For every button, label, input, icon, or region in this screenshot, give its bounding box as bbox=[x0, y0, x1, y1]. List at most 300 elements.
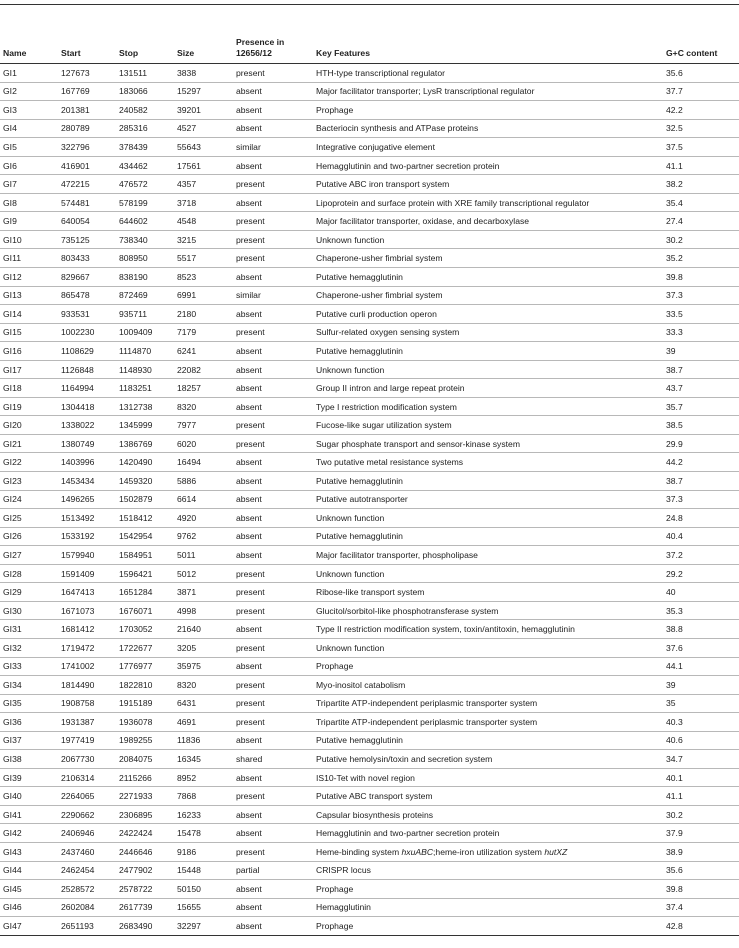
table-row bbox=[0, 416, 739, 435]
cell-name: GI18 bbox=[0, 379, 58, 398]
cell-features: Unknown function bbox=[313, 638, 663, 657]
cell-gc: 42.8 bbox=[663, 917, 739, 936]
feature-fragment: hutXZ bbox=[544, 846, 568, 857]
cell-size: 50150 bbox=[174, 880, 233, 899]
table-row bbox=[0, 323, 739, 342]
cell-start: 1908758 bbox=[58, 694, 116, 713]
top-rule bbox=[0, 4, 739, 5]
cell-presence: present bbox=[233, 175, 313, 194]
feature-fragment: Heme-binding system bbox=[316, 846, 402, 857]
cell-stop: 2446646 bbox=[116, 842, 174, 861]
cell-gc: 38.7 bbox=[663, 360, 739, 379]
cell-name: GI5 bbox=[0, 138, 58, 157]
cell-gc: 35.7 bbox=[663, 397, 739, 416]
cell-features: Major facilitator transporter, phospholipase bbox=[313, 546, 663, 565]
cell-start: 1647413 bbox=[58, 583, 116, 602]
cell-size: 16345 bbox=[174, 750, 233, 769]
cell-presence: absent bbox=[233, 82, 313, 101]
cell-presence: present bbox=[233, 230, 313, 249]
table-row bbox=[0, 82, 739, 101]
table-row bbox=[0, 156, 739, 175]
cell-features: Hemagglutinin and two-partner secretion protein bbox=[313, 824, 663, 843]
table-row bbox=[0, 694, 739, 713]
cell-start: 2106314 bbox=[58, 768, 116, 787]
cell-features: Unknown function bbox=[313, 360, 663, 379]
cell-features: Lipoprotein and surface protein with XRE family transcriptional regulator bbox=[313, 193, 663, 212]
cell-presence: absent bbox=[233, 490, 313, 509]
cell-start: 2290662 bbox=[58, 805, 116, 824]
table-row bbox=[0, 768, 739, 787]
cell-name: GI2 bbox=[0, 82, 58, 101]
table-row bbox=[0, 138, 739, 157]
cell-features: IS10-Tet with novel region bbox=[313, 768, 663, 787]
header-presence-line2: 12656/12 bbox=[236, 48, 272, 58]
cell-name: GI14 bbox=[0, 305, 58, 324]
cell-size: 15448 bbox=[174, 861, 233, 880]
cell-stop: 1936078 bbox=[116, 713, 174, 732]
cell-stop: 378439 bbox=[116, 138, 174, 157]
table-row bbox=[0, 64, 739, 83]
cell-gc: 35 bbox=[663, 694, 739, 713]
cell-presence: present bbox=[233, 638, 313, 657]
cell-start: 1403996 bbox=[58, 453, 116, 472]
cell-name: GI45 bbox=[0, 880, 58, 899]
table-row bbox=[0, 193, 739, 212]
cell-size: 4691 bbox=[174, 713, 233, 732]
cell-presence: absent bbox=[233, 768, 313, 787]
cell-start: 416901 bbox=[58, 156, 116, 175]
cell-start: 1681412 bbox=[58, 620, 116, 639]
cell-start: 933531 bbox=[58, 305, 116, 324]
table-row bbox=[0, 824, 739, 843]
cell-gc: 39 bbox=[663, 342, 739, 361]
cell-stop: 2306895 bbox=[116, 805, 174, 824]
cell-presence: absent bbox=[233, 527, 313, 546]
table-row bbox=[0, 230, 739, 249]
cell-features bbox=[313, 842, 663, 861]
cell-gc: 35.6 bbox=[663, 64, 739, 83]
cell-name: GI32 bbox=[0, 638, 58, 657]
table-row bbox=[0, 249, 739, 268]
cell-size: 7977 bbox=[174, 416, 233, 435]
cell-name: GI41 bbox=[0, 805, 58, 824]
cell-presence: absent bbox=[233, 472, 313, 491]
cell-name: GI42 bbox=[0, 824, 58, 843]
cell-presence: absent bbox=[233, 917, 313, 936]
cell-start: 127673 bbox=[58, 64, 116, 83]
cell-size: 8952 bbox=[174, 768, 233, 787]
cell-stop: 578199 bbox=[116, 193, 174, 212]
cell-stop: 1312738 bbox=[116, 397, 174, 416]
cell-start: 1108629 bbox=[58, 342, 116, 361]
cell-stop: 183066 bbox=[116, 82, 174, 101]
cell-name: GI31 bbox=[0, 620, 58, 639]
cell-name: GI7 bbox=[0, 175, 58, 194]
cell-name: GI15 bbox=[0, 323, 58, 342]
cell-gc: 37.3 bbox=[663, 490, 739, 509]
cell-stop: 131511 bbox=[116, 64, 174, 83]
cell-name: GI38 bbox=[0, 750, 58, 769]
cell-size: 5011 bbox=[174, 546, 233, 565]
cell-presence: absent bbox=[233, 360, 313, 379]
cell-name: GI17 bbox=[0, 360, 58, 379]
table-row bbox=[0, 601, 739, 620]
cell-name: GI16 bbox=[0, 342, 58, 361]
cell-size: 15478 bbox=[174, 824, 233, 843]
cell-stop: 2115266 bbox=[116, 768, 174, 787]
cell-presence: present bbox=[233, 787, 313, 806]
cell-size: 8523 bbox=[174, 268, 233, 287]
table-row bbox=[0, 880, 739, 899]
cell-gc: 35.3 bbox=[663, 601, 739, 620]
cell-features: Chaperone-usher fimbrial system bbox=[313, 286, 663, 305]
cell-gc: 39.8 bbox=[663, 880, 739, 899]
cell-gc: 35.2 bbox=[663, 249, 739, 268]
cell-presence: present bbox=[233, 249, 313, 268]
cell-presence: present bbox=[233, 713, 313, 732]
cell-features: Capsular biosynthesis proteins bbox=[313, 805, 663, 824]
cell-presence: absent bbox=[233, 620, 313, 639]
cell-start: 2067730 bbox=[58, 750, 116, 769]
cell-name: GI25 bbox=[0, 509, 58, 528]
cell-start: 1380749 bbox=[58, 434, 116, 453]
table-row bbox=[0, 212, 739, 231]
cell-gc: 30.2 bbox=[663, 230, 739, 249]
cell-features: Putative hemagglutinin bbox=[313, 731, 663, 750]
cell-features: Putative hemagglutinin bbox=[313, 342, 663, 361]
cell-features: Putative ABC transport system bbox=[313, 787, 663, 806]
header-size: Size bbox=[177, 48, 195, 58]
cell-stop: 1596421 bbox=[116, 564, 174, 583]
cell-stop: 1722677 bbox=[116, 638, 174, 657]
cell-name: GI40 bbox=[0, 787, 58, 806]
cell-features: Prophage bbox=[313, 657, 663, 676]
table-row bbox=[0, 119, 739, 138]
cell-name: GI37 bbox=[0, 731, 58, 750]
header-name: Name bbox=[3, 48, 27, 58]
table-row bbox=[0, 379, 739, 398]
cell-size: 3215 bbox=[174, 230, 233, 249]
cell-start: 2406946 bbox=[58, 824, 116, 843]
table-row bbox=[0, 564, 739, 583]
cell-presence: absent bbox=[233, 379, 313, 398]
table-row bbox=[0, 750, 739, 769]
cell-stop: 935711 bbox=[116, 305, 174, 324]
cell-presence: absent bbox=[233, 193, 313, 212]
cell-gc: 33.5 bbox=[663, 305, 739, 324]
cell-size: 35975 bbox=[174, 657, 233, 676]
table-row bbox=[0, 842, 739, 861]
cell-size: 55643 bbox=[174, 138, 233, 157]
cell-stop: 240582 bbox=[116, 101, 174, 120]
cell-size: 5012 bbox=[174, 564, 233, 583]
cell-stop: 1518412 bbox=[116, 509, 174, 528]
cell-start: 1741002 bbox=[58, 657, 116, 676]
cell-presence: absent bbox=[233, 824, 313, 843]
cell-start: 2462454 bbox=[58, 861, 116, 880]
table-row bbox=[0, 620, 739, 639]
cell-gc: 40.3 bbox=[663, 713, 739, 732]
cell-presence: absent bbox=[233, 731, 313, 750]
cell-name: GI10 bbox=[0, 230, 58, 249]
cell-stop: 1459320 bbox=[116, 472, 174, 491]
cell-gc: 40.4 bbox=[663, 527, 739, 546]
cell-start: 1977419 bbox=[58, 731, 116, 750]
cell-features: Putative hemolysin/toxin and secretion system bbox=[313, 750, 663, 769]
cell-stop: 738340 bbox=[116, 230, 174, 249]
cell-gc: 37.2 bbox=[663, 546, 739, 565]
cell-stop: 1542954 bbox=[116, 527, 174, 546]
cell-features: Putative curli production operon bbox=[313, 305, 663, 324]
cell-stop: 644602 bbox=[116, 212, 174, 231]
cell-gc: 38.9 bbox=[663, 842, 739, 861]
cell-features: Prophage bbox=[313, 917, 663, 936]
header-stop: Stop bbox=[119, 48, 139, 58]
cell-gc: 40 bbox=[663, 583, 739, 602]
cell-gc: 44.1 bbox=[663, 657, 739, 676]
cell-features: Tripartite ATP-independent periplasmic transporter system bbox=[313, 694, 663, 713]
cell-size: 4357 bbox=[174, 175, 233, 194]
header-row bbox=[0, 25, 739, 64]
cell-start: 735125 bbox=[58, 230, 116, 249]
cell-gc: 38.8 bbox=[663, 620, 739, 639]
table-row bbox=[0, 583, 739, 602]
cell-name: GI21 bbox=[0, 434, 58, 453]
cell-presence: absent bbox=[233, 156, 313, 175]
cell-stop: 1420490 bbox=[116, 453, 174, 472]
cell-size: 3718 bbox=[174, 193, 233, 212]
cell-name: GI22 bbox=[0, 453, 58, 472]
cell-start: 2651193 bbox=[58, 917, 116, 936]
cell-size: 11836 bbox=[174, 731, 233, 750]
cell-size: 3871 bbox=[174, 583, 233, 602]
cell-stop: 1502879 bbox=[116, 490, 174, 509]
feature-fragment: ;heme-iron utilization system bbox=[433, 846, 545, 857]
cell-size: 6614 bbox=[174, 490, 233, 509]
cell-presence: absent bbox=[233, 101, 313, 120]
cell-gc: 43.7 bbox=[663, 379, 739, 398]
cell-stop: 476572 bbox=[116, 175, 174, 194]
table-row bbox=[0, 731, 739, 750]
cell-features: Two putative metal resistance systems bbox=[313, 453, 663, 472]
cell-gc: 33.3 bbox=[663, 323, 739, 342]
header-gc: G+C content bbox=[666, 48, 718, 58]
cell-start: 1579940 bbox=[58, 546, 116, 565]
cell-size: 6991 bbox=[174, 286, 233, 305]
cell-presence: absent bbox=[233, 509, 313, 528]
cell-gc: 37.4 bbox=[663, 898, 739, 917]
cell-size: 6020 bbox=[174, 434, 233, 453]
cell-stop: 1776977 bbox=[116, 657, 174, 676]
cell-features: Hemagglutinin bbox=[313, 898, 663, 917]
cell-name: GI12 bbox=[0, 268, 58, 287]
cell-stop: 1822810 bbox=[116, 676, 174, 695]
cell-gc: 29.2 bbox=[663, 564, 739, 583]
cell-gc: 32.5 bbox=[663, 119, 739, 138]
cell-stop: 1676071 bbox=[116, 601, 174, 620]
cell-gc: 38.7 bbox=[663, 472, 739, 491]
cell-start: 201381 bbox=[58, 101, 116, 120]
cell-features: Prophage bbox=[313, 101, 663, 120]
cell-name: GI36 bbox=[0, 713, 58, 732]
cell-gc: 37.5 bbox=[663, 138, 739, 157]
table-row bbox=[0, 713, 739, 732]
table-row bbox=[0, 175, 739, 194]
cell-stop: 1584951 bbox=[116, 546, 174, 565]
cell-start: 640054 bbox=[58, 212, 116, 231]
cell-size: 7868 bbox=[174, 787, 233, 806]
cell-features: Ribose-like transport system bbox=[313, 583, 663, 602]
cell-features: Putative autotransporter bbox=[313, 490, 663, 509]
cell-features: Group II intron and large repeat protein bbox=[313, 379, 663, 398]
cell-gc: 24.8 bbox=[663, 509, 739, 528]
cell-name: GI29 bbox=[0, 583, 58, 602]
table-row bbox=[0, 787, 739, 806]
cell-start: 803433 bbox=[58, 249, 116, 268]
cell-name: GI35 bbox=[0, 694, 58, 713]
cell-gc: 40.1 bbox=[663, 768, 739, 787]
cell-size: 32297 bbox=[174, 917, 233, 936]
cell-features: Bacteriocin synthesis and ATPase proteins bbox=[313, 119, 663, 138]
cell-size: 7179 bbox=[174, 323, 233, 342]
cell-start: 280789 bbox=[58, 119, 116, 138]
table-row bbox=[0, 898, 739, 917]
cell-gc: 30.2 bbox=[663, 805, 739, 824]
cell-presence: present bbox=[233, 434, 313, 453]
cell-presence: present bbox=[233, 416, 313, 435]
cell-size: 2180 bbox=[174, 305, 233, 324]
cell-presence: absent bbox=[233, 657, 313, 676]
cell-name: GI26 bbox=[0, 527, 58, 546]
cell-gc: 35.6 bbox=[663, 861, 739, 880]
cell-presence: similar bbox=[233, 286, 313, 305]
cell-stop: 1009409 bbox=[116, 323, 174, 342]
cell-size: 21640 bbox=[174, 620, 233, 639]
cell-stop: 2578722 bbox=[116, 880, 174, 899]
cell-name: GI39 bbox=[0, 768, 58, 787]
cell-name: GI23 bbox=[0, 472, 58, 491]
cell-start: 1814490 bbox=[58, 676, 116, 695]
cell-presence: absent bbox=[233, 268, 313, 287]
cell-presence: absent bbox=[233, 546, 313, 565]
cell-size: 39201 bbox=[174, 101, 233, 120]
cell-size: 16494 bbox=[174, 453, 233, 472]
cell-name: GI11 bbox=[0, 249, 58, 268]
cell-name: GI47 bbox=[0, 917, 58, 936]
table-row bbox=[0, 805, 739, 824]
cell-start: 1453434 bbox=[58, 472, 116, 491]
table-row bbox=[0, 286, 739, 305]
cell-name: GI9 bbox=[0, 212, 58, 231]
cell-size: 8320 bbox=[174, 397, 233, 416]
cell-features: Putative hemagglutinin bbox=[313, 472, 663, 491]
cell-start: 1671073 bbox=[58, 601, 116, 620]
cell-gc: 41.1 bbox=[663, 787, 739, 806]
cell-features: HTH-type transcriptional regulator bbox=[313, 64, 663, 83]
table-row bbox=[0, 453, 739, 472]
cell-start: 1126848 bbox=[58, 360, 116, 379]
cell-name: GI13 bbox=[0, 286, 58, 305]
cell-features: Prophage bbox=[313, 880, 663, 899]
table-row bbox=[0, 342, 739, 361]
cell-presence: absent bbox=[233, 397, 313, 416]
cell-features: Type II restriction modification system, toxin/antitoxin, hemagglutinin bbox=[313, 620, 663, 639]
cell-start: 574481 bbox=[58, 193, 116, 212]
cell-features: Glucitol/sorbitol-like phosphotransferase system bbox=[313, 601, 663, 620]
cell-name: GI27 bbox=[0, 546, 58, 565]
cell-features: Fucose-like sugar utilization system bbox=[313, 416, 663, 435]
genomic-islands-table bbox=[0, 25, 739, 936]
table-row bbox=[0, 268, 739, 287]
cell-features: Major facilitator transporter, oxidase, and decarboxylase bbox=[313, 212, 663, 231]
table-row bbox=[0, 546, 739, 565]
cell-stop: 1915189 bbox=[116, 694, 174, 713]
cell-name: GI1 bbox=[0, 64, 58, 83]
cell-features: Putative ABC iron transport system bbox=[313, 175, 663, 194]
cell-stop: 838190 bbox=[116, 268, 174, 287]
cell-stop: 285316 bbox=[116, 119, 174, 138]
cell-size: 4548 bbox=[174, 212, 233, 231]
cell-presence: absent bbox=[233, 119, 313, 138]
cell-presence: present bbox=[233, 212, 313, 231]
cell-features: Unknown function bbox=[313, 564, 663, 583]
cell-size: 4527 bbox=[174, 119, 233, 138]
cell-presence: similar bbox=[233, 138, 313, 157]
cell-start: 2528572 bbox=[58, 880, 116, 899]
cell-gc: 42.2 bbox=[663, 101, 739, 120]
cell-stop: 2683490 bbox=[116, 917, 174, 936]
cell-size: 15655 bbox=[174, 898, 233, 917]
cell-name: GI4 bbox=[0, 119, 58, 138]
cell-presence: absent bbox=[233, 453, 313, 472]
cell-presence: present bbox=[233, 564, 313, 583]
cell-size: 9186 bbox=[174, 842, 233, 861]
header-start: Start bbox=[61, 48, 81, 58]
cell-size: 3205 bbox=[174, 638, 233, 657]
cell-size: 5886 bbox=[174, 472, 233, 491]
cell-size: 5517 bbox=[174, 249, 233, 268]
cell-gc: 40.6 bbox=[663, 731, 739, 750]
cell-features: Unknown function bbox=[313, 509, 663, 528]
cell-stop: 1114870 bbox=[116, 342, 174, 361]
cell-stop: 1386769 bbox=[116, 434, 174, 453]
cell-name: GI34 bbox=[0, 676, 58, 695]
cell-size: 4998 bbox=[174, 601, 233, 620]
cell-features: Unknown function bbox=[313, 230, 663, 249]
cell-features: Sugar phosphate transport and sensor-kinase system bbox=[313, 434, 663, 453]
cell-gc: 38.5 bbox=[663, 416, 739, 435]
cell-features: Integrative conjugative element bbox=[313, 138, 663, 157]
cell-start: 2602084 bbox=[58, 898, 116, 917]
cell-size: 6431 bbox=[174, 694, 233, 713]
table-row bbox=[0, 527, 739, 546]
cell-size: 17561 bbox=[174, 156, 233, 175]
cell-gc: 39.8 bbox=[663, 268, 739, 287]
cell-name: GI24 bbox=[0, 490, 58, 509]
cell-presence: present bbox=[233, 323, 313, 342]
cell-start: 1591409 bbox=[58, 564, 116, 583]
cell-name: GI3 bbox=[0, 101, 58, 120]
cell-stop: 2617739 bbox=[116, 898, 174, 917]
cell-name: GI19 bbox=[0, 397, 58, 416]
cell-features: Putative hemagglutinin bbox=[313, 527, 663, 546]
cell-gc: 41.1 bbox=[663, 156, 739, 175]
cell-presence: present bbox=[233, 64, 313, 83]
cell-gc: 37.9 bbox=[663, 824, 739, 843]
cell-start: 1002230 bbox=[58, 323, 116, 342]
cell-start: 167769 bbox=[58, 82, 116, 101]
cell-start: 1513492 bbox=[58, 509, 116, 528]
